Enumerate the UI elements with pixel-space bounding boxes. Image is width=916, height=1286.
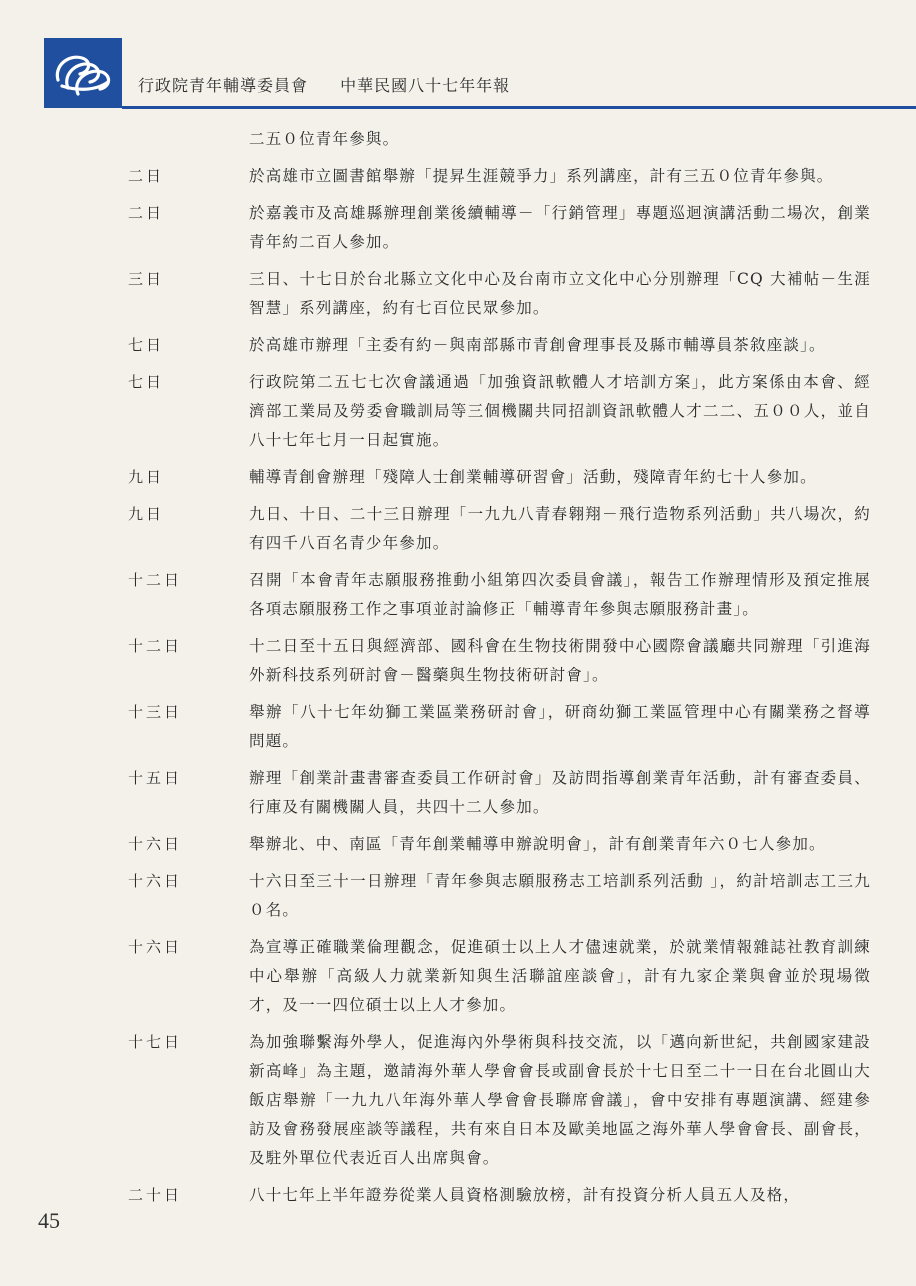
entry-text: 召開「本會青年志願服務推動小組第四次委員會議」，報告工作辦理情形及預定推展各項志願服務工作之事項並討論修正「輔導青年參與志願服務計畫」。 bbox=[249, 571, 871, 618]
chronicle-entry bbox=[0, 867, 916, 925]
entry-text: 為宣導正確職業倫理觀念，促進碩士以上人才儘速就業，於就業情報雜誌社教育訓練中心舉辦「高級人力就業新知與生活聯誼座談會」，計有九家企業與會並於現場徵才，及一一四位碩士以上人才參加。 bbox=[249, 938, 871, 1014]
entry-date: 十二日 bbox=[128, 571, 183, 589]
chronicle-entry bbox=[0, 463, 916, 492]
entry-date: 十二日 bbox=[128, 637, 183, 655]
header-divider bbox=[122, 106, 916, 109]
entry-date: 七日 bbox=[128, 373, 165, 391]
running-header bbox=[138, 73, 510, 96]
entry-text: 八十七年上半年證券從業人員資格測驗放榜，計有投資分析人員五人及格， bbox=[249, 1186, 801, 1204]
chronicle-entry bbox=[0, 368, 916, 455]
entry-text: 於高雄市辦理「主委有約－與南部縣市青創會理事長及縣市輔導員茶敘座談」。 bbox=[249, 336, 826, 354]
entry-text: 舉辦北、中、南區「青年創業輔導申辦說明會」，計有創業青年六０七人參加。 bbox=[249, 835, 826, 853]
entry-date: 十五日 bbox=[128, 769, 183, 787]
entry-date: 十七日 bbox=[128, 1033, 183, 1051]
chronicle-entry bbox=[0, 199, 916, 257]
entry-text: 辦理「創業計畫書審查委員工作研討會」及訪問指導創業青年活動，計有審查委員、行庫及有關機關人員，共四十二人參加。 bbox=[249, 769, 871, 816]
entry-text: 於高雄市立圖書館舉辦「提昇生涯競爭力」系列講座，計有三五０位青年參與。 bbox=[249, 167, 834, 185]
chronicle-entry bbox=[0, 1028, 916, 1173]
entry-text: 於嘉義市及高雄縣辦理創業後續輔導－「行銷管理」專題巡迴演講活動二場次，創業青年約二百人參加。 bbox=[249, 204, 871, 251]
chronicle-entry bbox=[0, 764, 916, 822]
entry-date: 二日 bbox=[128, 167, 165, 185]
entry-text: 舉辦「八十七年幼獅工業區業務研討會」，研商幼獅工業區管理中心有關業務之督導問題。 bbox=[249, 703, 871, 750]
entry-date: 九日 bbox=[128, 468, 165, 486]
entry-text: 九日、十日、二十三日辦理「一九九八青春翱翔－飛行造物系列活動」共八場次，約有四千八百名青少年參加。 bbox=[249, 505, 871, 552]
entry-date: 十六日 bbox=[128, 835, 183, 853]
entry-text: 行政院第二五七七次會議通過「加強資訊軟體人才培訓方案」，此方案係由本會、經濟部工業局及勞委會職訓局等三個機關共同招訓資訊軟體人才二二、五００人，並自八十七年七月一日起實施。 bbox=[249, 373, 871, 449]
chronicle-entry bbox=[0, 933, 916, 1020]
entry-date: 十三日 bbox=[128, 703, 183, 721]
header-year-report: 中華民國八十七年年報 bbox=[340, 76, 511, 95]
chronicle-entry bbox=[0, 632, 916, 690]
entry-text: 為加強聯繫海外學人，促進海內外學術與科技交流，以「邁向新世紀，共創國家建設新高峰」為主題，邀請海外華人學會會長或副會長於十七日至二十一日在台北圓山大飯店舉辦「一九九八年海外華人學會會長聯席會議」，會中安排有專題演講、經建參訪及會務發展座談等議程，共有來自日本及歐美地區之海外華人學會會長、副會長，及駐外單位代表近百人出席與會。 bbox=[249, 1033, 871, 1167]
header-org: 行政院青年輔導委員會 bbox=[138, 76, 309, 95]
chronicle-entry bbox=[0, 698, 916, 756]
chronicle-entry bbox=[0, 125, 916, 154]
chronicle-list bbox=[0, 125, 916, 1218]
entry-date: 七日 bbox=[128, 336, 165, 354]
entry-date: 十六日 bbox=[128, 938, 183, 956]
entry-date: 三日 bbox=[128, 270, 165, 288]
entry-date: 二日 bbox=[128, 204, 165, 222]
logo-emblem-icon bbox=[44, 38, 122, 108]
entry-text: 三日、十七日於台北縣立文化中心及台南市立文化中心分別辦理「CQ 大補帖－生涯智慧」系列講座，約有七百位民眾參加。 bbox=[249, 270, 871, 317]
chronicle-entry bbox=[0, 830, 916, 859]
chronicle-entry bbox=[0, 566, 916, 624]
entry-text: 十二日至十五日與經濟部、國科會在生物技術開發中心國際會議廳共同辦理「引進海外新科技系列研討會－醫藥與生物技術研討會」。 bbox=[249, 637, 871, 684]
entry-text: 輔導青創會辦理「殘障人士創業輔導研習會」活動，殘障青年約七十人參加。 bbox=[249, 468, 817, 486]
chronicle-entry bbox=[0, 500, 916, 558]
page-number: 45 bbox=[38, 1208, 60, 1233]
entry-date: 二十日 bbox=[128, 1186, 183, 1204]
entry-text: 十六日至三十一日辦理「青年參與志願服務志工培訓系列活動 」，約計培訓志工三九０名。 bbox=[249, 872, 871, 919]
chronicle-entry bbox=[0, 265, 916, 323]
entry-text: 二五０位青年參與。 bbox=[249, 130, 400, 148]
chronicle-entry bbox=[0, 331, 916, 360]
entry-date: 九日 bbox=[128, 505, 165, 523]
chronicle-entry bbox=[0, 1181, 916, 1210]
chronicle-entry bbox=[0, 162, 916, 191]
entry-date: 十六日 bbox=[128, 872, 183, 890]
logo bbox=[44, 38, 122, 108]
